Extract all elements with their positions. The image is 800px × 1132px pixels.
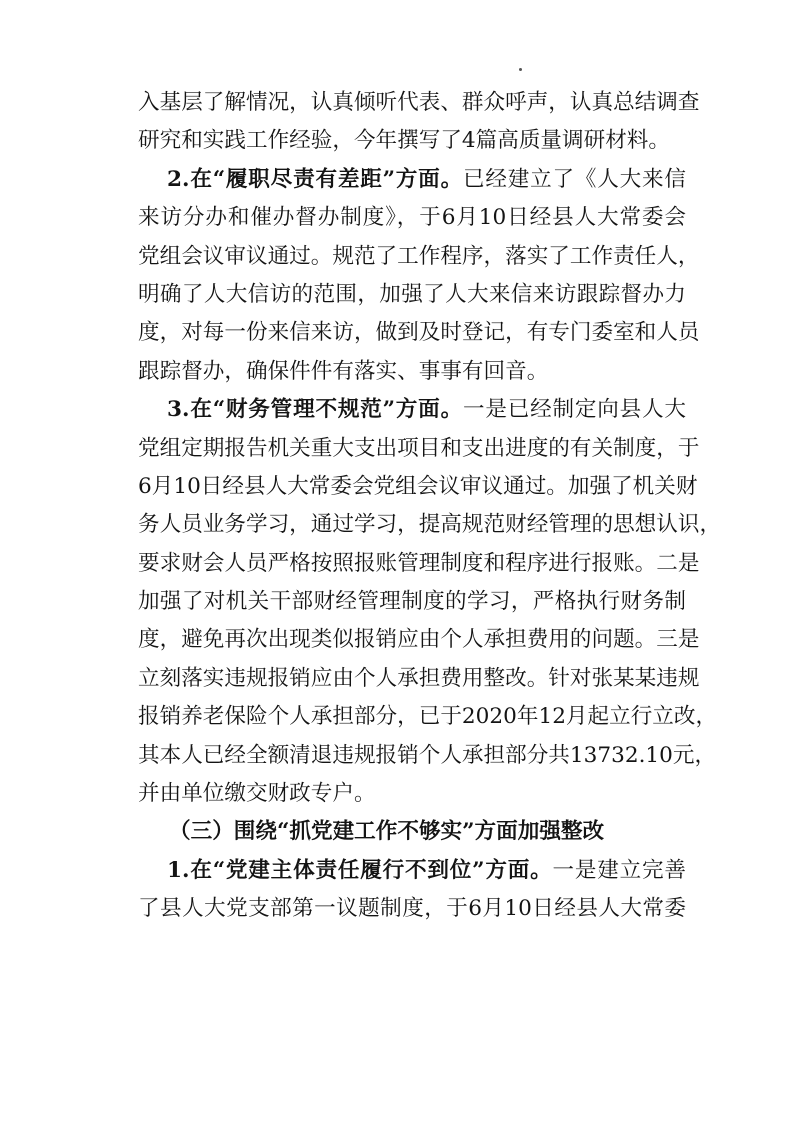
text-line: 跟踪督办，确保件件有落实、事事有回音。 xyxy=(138,358,549,384)
scan-speck xyxy=(519,68,522,71)
text-line: 明确了人大信访的范围，加强了人大来信来访跟踪督办力 xyxy=(138,281,686,307)
text-line: 了县人大党支部第一议题制度，于6月10日经县人大常委 xyxy=(138,896,686,922)
text-line: 度，对每一份来信来访，做到及时登记，有专门委室和人员 xyxy=(138,320,700,346)
text-line: 立刻落实违规报销应由个人承担费用整改。针对张某某违规 xyxy=(138,665,700,691)
text-line: 入基层了解情况，认真倾听代表、群众呼声，认真总结调查 xyxy=(138,90,700,115)
text-line: 务人员业务学习，通过学习，提高规范财经管理的思想认识， xyxy=(138,512,722,538)
paragraph-item-3-first-line xyxy=(138,391,686,429)
item-2-rest: 已经建立了《人大来信 xyxy=(462,166,686,192)
document-body xyxy=(138,84,722,929)
text-line: 党组定期报告机关重大支出项目和支出进度的有关制度，于 xyxy=(138,435,700,461)
text-line: 来访分办和催办督办制度》，于6月10日经县人大常委会 xyxy=(138,205,686,231)
item-1-lead: 1.在“党建主体责任履行不到位”方面。 xyxy=(167,857,553,883)
text-line: 党组会议审议通过。规范了工作程序，落实了工作责任人， xyxy=(138,243,700,269)
item-3-rest: 一是已经制定向县人大 xyxy=(462,397,686,423)
paragraph-item-2-first-line xyxy=(138,161,686,199)
item-1-rest: 一是建立完善 xyxy=(552,857,686,883)
text-line: 报销养老保险个人承担部分，已于2020年12月起立行立改， xyxy=(138,704,718,730)
text-line: 研究和实践工作经验，今年撰写了4篇高质量调研材料。 xyxy=(138,128,670,154)
text-line: 并由单位缴交财政专户。 xyxy=(138,781,376,807)
text-line: 6月10日经县人大常委会党组会议审议通过。加强了机关财 xyxy=(138,473,698,499)
text-line: 其本人已经全额清退违规报销个人承担部分共13732.10元， xyxy=(138,742,717,768)
text-line: 加强了对机关干部财经管理制度的学习，严格执行财务制 xyxy=(138,589,686,615)
item-2-lead: 2.在“履职尽责有差距”方面。 xyxy=(167,166,463,192)
section-heading: （三）围绕“抓党建工作不够实”方面加强整改 xyxy=(169,819,605,845)
item-3-lead: 3.在“财务管理不规范”方面。 xyxy=(167,397,463,423)
text-line: 度，避免再次出现类似报销应由个人承担费用的问题。三是 xyxy=(138,627,700,653)
paragraph-item-1-first-line xyxy=(138,852,686,890)
text-line: 要求财会人员严格按照报账管理制度和程序进行报账。二是 xyxy=(138,550,700,576)
